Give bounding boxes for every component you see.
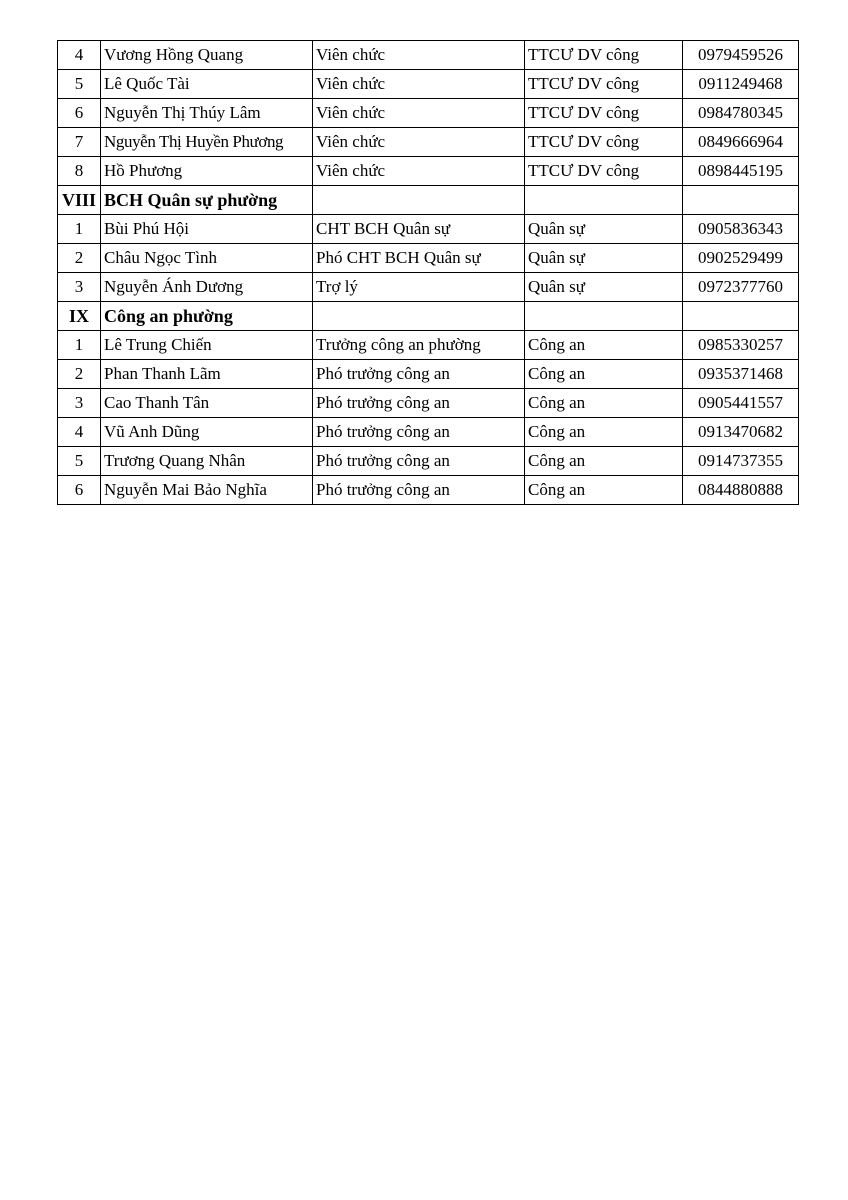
person-name: Nguyễn Mai Bảo Nghĩa — [101, 476, 313, 505]
person-name: Hồ Phương — [101, 157, 313, 186]
person-name: Bùi Phú Hội — [101, 215, 313, 244]
person-position: Viên chức — [313, 70, 525, 99]
person-phone: 0844880888 — [683, 476, 799, 505]
row-number: 4 — [58, 41, 101, 70]
person-name: Lê Trung Chiến — [101, 331, 313, 360]
person-phone: 0905441557 — [683, 389, 799, 418]
row-number: 5 — [58, 70, 101, 99]
person-position: Phó trưởng công an — [313, 389, 525, 418]
person-position: Viên chức — [313, 41, 525, 70]
table-row — [58, 476, 799, 505]
person-position: Viên chức — [313, 157, 525, 186]
contact-table — [57, 40, 799, 505]
row-number: 6 — [58, 476, 101, 505]
person-position: CHT BCH Quân sự — [313, 215, 525, 244]
person-phone: 0849666964 — [683, 128, 799, 157]
row-number: 1 — [58, 215, 101, 244]
table-body — [58, 41, 799, 505]
table-row — [58, 128, 799, 157]
person-unit: Quân sự — [525, 215, 683, 244]
person-unit: Quân sự — [525, 273, 683, 302]
person-phone: 0914737355 — [683, 447, 799, 476]
person-name: Lê Quốc Tài — [101, 70, 313, 99]
person-phone: 0902529499 — [683, 244, 799, 273]
person-name: Trương Quang Nhân — [101, 447, 313, 476]
person-unit: Công an — [525, 476, 683, 505]
person-unit: Công an — [525, 360, 683, 389]
section-number: VIII — [58, 186, 101, 215]
empty-cell — [525, 302, 683, 331]
table-row — [58, 157, 799, 186]
person-phone: 0985330257 — [683, 331, 799, 360]
person-unit: Công an — [525, 418, 683, 447]
row-number: 8 — [58, 157, 101, 186]
person-phone: 0898445195 — [683, 157, 799, 186]
section-header-row — [58, 186, 799, 215]
person-unit: Công an — [525, 447, 683, 476]
table-row — [58, 418, 799, 447]
person-name: Nguyễn Ánh Dương — [101, 273, 313, 302]
table-row — [58, 389, 799, 418]
section-title: Công an phường — [101, 302, 313, 331]
section-header-row — [58, 302, 799, 331]
person-name: Vương Hồng Quang — [101, 41, 313, 70]
person-position: Phó trưởng công an — [313, 476, 525, 505]
section-number: IX — [58, 302, 101, 331]
person-position: Trưởng công an phường — [313, 331, 525, 360]
person-unit: TTCƯ DV công — [525, 157, 683, 186]
table-row — [58, 447, 799, 476]
row-number: 2 — [58, 244, 101, 273]
person-unit: TTCƯ DV công — [525, 70, 683, 99]
person-phone: 0984780345 — [683, 99, 799, 128]
person-unit: Công an — [525, 389, 683, 418]
person-unit: TTCƯ DV công — [525, 128, 683, 157]
table-row — [58, 273, 799, 302]
table-row — [58, 215, 799, 244]
person-name: Cao Thanh Tân — [101, 389, 313, 418]
person-unit: TTCƯ DV công — [525, 41, 683, 70]
empty-cell — [525, 186, 683, 215]
person-phone: 0979459526 — [683, 41, 799, 70]
person-unit: TTCƯ DV công — [525, 99, 683, 128]
row-number: 3 — [58, 389, 101, 418]
person-name: Nguyễn Thị Huyền Phương — [101, 128, 313, 157]
row-number: 3 — [58, 273, 101, 302]
table-row — [58, 41, 799, 70]
person-position: Phó trưởng công an — [313, 418, 525, 447]
table-row — [58, 360, 799, 389]
row-number: 6 — [58, 99, 101, 128]
row-number: 2 — [58, 360, 101, 389]
empty-cell — [313, 186, 525, 215]
person-position: Viên chức — [313, 99, 525, 128]
person-name: Châu Ngọc Tình — [101, 244, 313, 273]
row-number: 7 — [58, 128, 101, 157]
row-number: 4 — [58, 418, 101, 447]
person-phone: 0972377760 — [683, 273, 799, 302]
table-row — [58, 70, 799, 99]
empty-cell — [683, 302, 799, 331]
table-row — [58, 331, 799, 360]
section-title: BCH Quân sự phường — [101, 186, 313, 215]
person-position: Phó CHT BCH Quân sự — [313, 244, 525, 273]
person-name: Vũ Anh Dũng — [101, 418, 313, 447]
table-row — [58, 99, 799, 128]
table-row — [58, 244, 799, 273]
person-position: Phó trưởng công an — [313, 447, 525, 476]
person-name: Phan Thanh Lãm — [101, 360, 313, 389]
person-phone: 0911249468 — [683, 70, 799, 99]
person-phone: 0913470682 — [683, 418, 799, 447]
person-unit: Quân sự — [525, 244, 683, 273]
row-number: 5 — [58, 447, 101, 476]
empty-cell — [313, 302, 525, 331]
row-number: 1 — [58, 331, 101, 360]
person-phone: 0905836343 — [683, 215, 799, 244]
person-position: Viên chức — [313, 128, 525, 157]
person-position: Trợ lý — [313, 273, 525, 302]
person-phone: 0935371468 — [683, 360, 799, 389]
person-unit: Công an — [525, 331, 683, 360]
person-position: Phó trưởng công an — [313, 360, 525, 389]
empty-cell — [683, 186, 799, 215]
person-name: Nguyễn Thị Thúy Lâm — [101, 99, 313, 128]
